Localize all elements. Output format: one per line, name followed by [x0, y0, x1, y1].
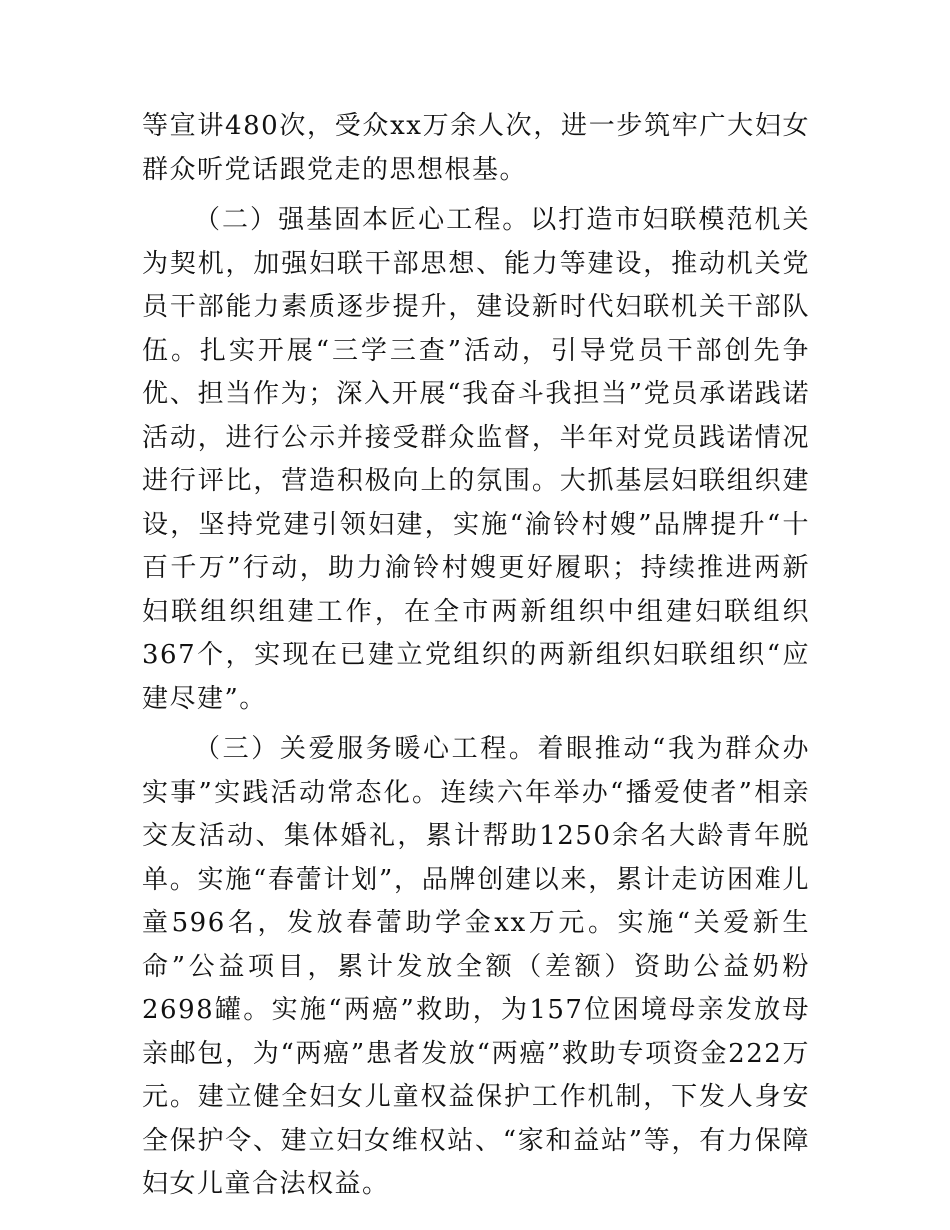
paragraph-section-two: （二）强基固本匠心工程。以打造市妇联模范机关为契机，加强妇联干部思想、能力等建设，推动机关党员干部能力素质逐步提升，建设新时代妇联机关干部队伍。扎实开展“三学三查”活动，引导党员干部创先争优、担当作为；深入开展“我奋斗我担当”党员承诺践诺活动，进行公示并接受群众监督，半年对党员践诺情况进行评比，营造积极向上的氛围。大抓基层妇联组织建设，坚持党建引领妇建，实施“渝铃村嫂”品牌提升“十百千万”行动，助力渝铃村嫂更好履职；持续推进两新妇联组织组建工作，在全市两新组织中组建妇联组织367个，实现在已建立党组织的两新组织妇联组织“应建尽建”。 [142, 205, 810, 714]
document-body [142, 105, 810, 1207]
paragraph-section-three: （三）关爱服务暖心工程。着眼推动“我为群众办实事”实践活动常态化。连续六年举办“播爱使者”相亲交友活动、集体婚礼，累计帮助1250余名大龄青年脱单。实施“春蕾计划”，品牌创建以来，累计走访困难儿童596名，发放春蕾助学金xx万元。实施“关爱新生命”公益项目，累计发放全额（差额）资助公益奶粉2698罐。实施“两癌”救助，为157位困境母亲发放母亲邮包，为“两癌”患者发放“两癌”救助专项资金222万元。建立健全妇女儿童权益保护工作机制，下发人身安全保护令、建立妇女维权站、“家和益站”等，有力保障妇女儿童合法权益。 [142, 734, 810, 1199]
paragraph-continuation: 等宣讲480次，受众xx万余人次，进一步筑牢广大妇女群众听党话跟党走的思想根基。 [142, 111, 810, 185]
